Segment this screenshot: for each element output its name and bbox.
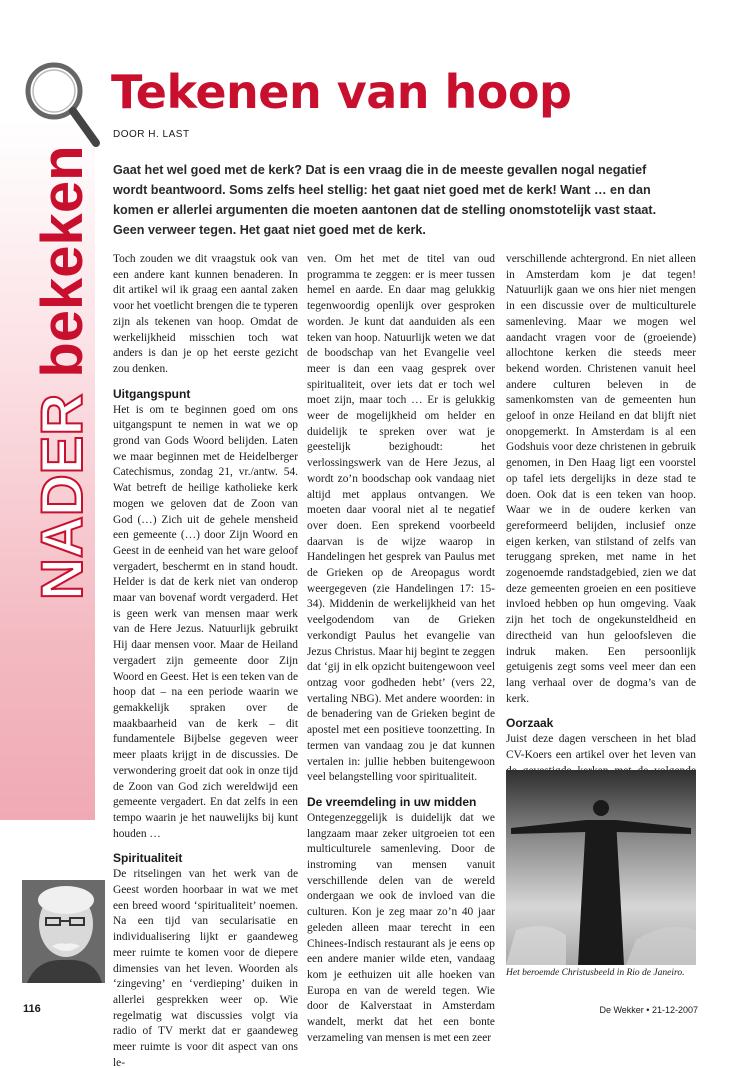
christ-statue-photo bbox=[506, 770, 696, 965]
byline: DOOR H. LAST bbox=[113, 129, 190, 140]
paragraph: verschillende achtergrond. En niet alleen in Amsterdam kom je dat tegen! Natuurlijk gaan we ons hier niet mengen in een discussie over de multiculturele samenleving. Maar we mogen wel aandacht vragen voor de (groeiende) allochtone kerken die steeds meer bekend worden. Christenen vanuit heel andere culturen beleven in de samenkomsten van de gemeenten hun geloof in onze Heiland en dat blijft niet onopgemerkt. In Amsterdam is al een Godshuis voor deze christenen in gebruik genomen, in Den Haag ligt een voorstel op tafel iets dergelijks in deze stad te doen. Ook dat is een teken van hoop. Waar we in de oudere kerken van gereformeerd belijden, inclusief onze eigen kerken, van stilstand of zelfs van teruggang spreken, met name in het zogenoemde randstadgebied, zien we dat deze gemeenten groeien en een positieve invloed hebben op hun omgeving. Vaak zijn het toch de ongekunsteldheid en directheid van hun geloofsleven die indruk maken. Een persoonlijk getuigenis zegt soms veel meer dan een lang verhaal over de dogma’s van de kerk. bbox=[506, 253, 696, 705]
subheading: Uitgangspunt bbox=[113, 386, 191, 401]
paragraph: ven. Om het met de titel van oud programma te zeggen: er is meer tussen hemel en aarde. En daar mag gelukkig tegenwoordig openlijk over gesproken worden. Je kunt dat aanduiden als een teken van hoop. Natuurlijk weten we dat de boodschap van het Evangelie veel meer is dan een vaag gesprek over spiritualiteit, over iets dat er toch wel moet zijn, maar toch … Er is gelukkig weer de mogelijkheid om helder en duidelijk te spreken over wat je geestelijk bezighoudt: het verlossingswerk van de Here Jezus, al wordt zo’n boodschap ook vandaag niet altijd met applaus ontvangen. We moeten daar vooral niet al te negatief over doen. Een sprekend voorbeeld daarvan is de wijze waarop in Handelingen het gesprek van Paulus met de Grieken op de Areopagus wordt weergegeven (zie Handelingen 17: 15-34). Middenin de werkelijkheid van het veelgodendom van de Grieken verkondigt Paulus het evangelie van Jezus Christus. Maar hij begint te zeggen dat ‘gij in elk opzicht buitengewoon veel ontzag voor godheden hebt’ (vers 22, vertaling NBG). Met andere woorden: in de benadering van de Grieken begint de apostel met een positieve toonzetting. In termen van vandaag zou je dat kunnen vertalen in: jullie hebben buitengewoon veel belangstelling voor spiritualiteit. bbox=[307, 253, 495, 784]
article-column-2 bbox=[307, 252, 495, 1046]
paragraph: Toch zouden we dit vraagstuk ook van een andere kant kunnen benaderen. In dit artikel wil ik graag een aantal zaken voor het voetlicht brengen die te typeren zijn als tekenen van hoop. Omdat de werkelijkheid misschien toch wat anders is dan je op het eerste gezicht zou denken. bbox=[113, 253, 298, 375]
paragraph: Het is om te beginnen goed om ons uitgangspunt te nemen in wat we op grond van Gods Woord belijden. Laten we maar beginnen met de Heidelberger Catechismus, zondag 21, vr./antw. 54. Wat betreft de heilige katholieke kerk mogen we geloven dat de Zoon van God (…) Zich uit de gehele mensheid een gemeente (…) door Zijn Woord en Geest in de eenheid van het ware geloof vergadert, beschermt en in stand houdt. Helder is dat de kerk niet van onderop maar van bovenaf wordt vergaderd. Het is geen werk van mensen maar werk van de Here Jezus. Natuurlijk gebruikt Hij daar mensen voor. Maar de Heiland vergadert zijn gemeente door Zijn Woord en Geest. Het is een teken van de hoop dat – na een periode waarin we gemakkelijk spraken over de maakbaarheid van de kerk – dit fundamentele Bijbelse gegeven weer meer plaats krijgt in de discussies. De verwondering groeit dat ook in onze tijd de Zoon van God zich wereldwijd een gemeente vergadert. En dat zelfs in een tempo waarin je het nauwelijks bij kunt houden … bbox=[113, 403, 298, 840]
paragraph: Juist deze dagen verscheen in het blad CV-Koers een artikel over het leven van bbox=[506, 733, 696, 762]
article-column-3 bbox=[506, 252, 696, 795]
subheading: De vreemdeling in uw midden bbox=[307, 794, 477, 809]
author-portrait bbox=[22, 880, 105, 983]
section-logo bbox=[30, 80, 96, 600]
section-logo-outline: NADER bbox=[30, 393, 95, 600]
photo-caption: Het beroemde Christusbeeld in Rio de Janeiro. bbox=[506, 968, 685, 978]
author-portrait-image bbox=[22, 880, 105, 983]
publication-info: De Wekker • 21-12-2007 bbox=[599, 1005, 698, 1015]
paragraph: Ontegenzeggelijk is duidelijk dat we langzaam maar zeker uitgroeien tot een multiculturele samenleving. Door de instroming van mensen vanuit verschillende delen van de wereld ondergaan we ook de invloed van die culturen. Kon je zeg maar zo’n 40 jaar geleden alleen maar terecht in een Chinees-Indisch restaurant als je eens op een andere manier wilde eten, vandaag kom je eethuizen uit alle hoeken van Europa en van de wereld tegen. Wie door de Kalverstaat in Amsterdam wandelt, merkt dat het een bonte verzameling van mensen is met een zeer bbox=[307, 811, 495, 1044]
subheading: Spiritualiteit bbox=[113, 851, 183, 866]
paragraph: De ritselingen van het werk van de Geest worden hoorbaar in wat we met een breed woord ‘spiritualiteit’ noemen. Na een tijd van secularisatie en individualisering lijkt er gaandeweg meer ruimte te komen voor de diepere dimensies van het leven. Woorden als ‘zingeving’ en ‘verdieping’ duiken in allerlei gesprekken weer op. Wie regelmatig wat discussies volgt via radio of TV merkt dat er gaandeweg meer ruimte is voor dit aspect van ons le- bbox=[113, 868, 298, 1068]
article-column-1 bbox=[113, 252, 298, 1068]
page-title: Tekenen van hoop bbox=[111, 65, 572, 119]
page-number: 116 bbox=[23, 1003, 41, 1015]
section-logo-solid: bekeken bbox=[30, 145, 95, 378]
intro-paragraph: Gaat het wel goed met de kerk? Dat is een vraag die in de meeste gevallen nogal negatief wordt beantwoord. Soms zelfs heel stellig: het gaat niet goed met de kerk! Want … en dan komen er allerlei argumenten die moeten aantonen dat de stelling onomstotelijk vast staat. Geen verweer tegen. Het gaat niet goed met de kerk. bbox=[113, 163, 657, 237]
statue-image bbox=[506, 770, 696, 965]
subheading: Oorzaak bbox=[506, 716, 554, 731]
